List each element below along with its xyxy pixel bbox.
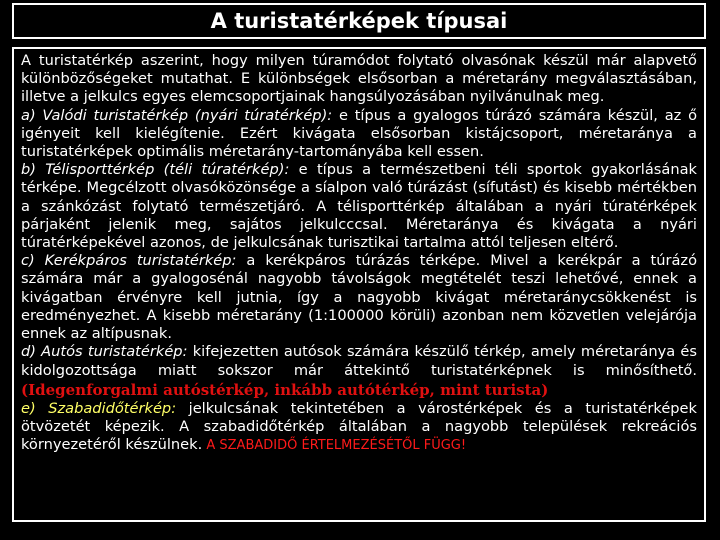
item-d bbox=[21, 343, 697, 400]
item-a bbox=[21, 107, 697, 162]
item-b-label: b) Télisporttérkép (téli túratérkép): bbox=[21, 161, 290, 179]
item-e bbox=[21, 400, 697, 456]
page-title: A turistatérképek típusai bbox=[210, 9, 508, 33]
item-c-text: a kerékpáros túrázás térképe. Mivel a kerékpár a túrázó számára már a gyalogosénál nagyobb távolságok megtételét teszi lehetővé, ennek a kivágatban érvényre kell jutnia, így a nagyobb kivágat méretaránycsökkenést is eredményezhet. A kisebb méretarány (1:100000 körüli) azonban nem közvetlen velejárója ennek az altípusnak. bbox=[21, 252, 698, 343]
item-c bbox=[21, 252, 697, 343]
title-box bbox=[12, 3, 706, 39]
item-e-label: e) Szabadidőtérkép: bbox=[21, 399, 177, 417]
item-d-note: (Idegenforgalmi autóstérkép, inkább autótérkép, mint turista) bbox=[21, 380, 549, 399]
item-d-text: kifejezetten autósok számára készülő térkép, amely méretaránya és kidolgozottsága miatt sokszor már áttekintő turistatérképnek is minősíthető. bbox=[21, 343, 697, 380]
item-d-label: d) Autós turistatérkép: bbox=[21, 343, 188, 361]
item-e-note: A SZABADIDŐ ÉRTELMEZÉSÉTŐL FÜGG! bbox=[202, 438, 467, 454]
item-b-text: e típus a természetbeni téli sportok gyakorlásának térképe. Megcélzott olvasóközönsége a síalpon való túrázást (sífutást) és kisebb mértékben a szánkózást folytató természetjáró. A télisporttérkép általában a nyári túratérképek párjaként jelenik meg, sajátos jelkulcccsal. Méretaránya és kivágata a nyári túratérképekével azonos, de jelkulcsának turisztikai tartalma attól teljesen eltérő. bbox=[21, 161, 697, 252]
item-e-text: jelkulcsának tekintetében a várostérképek és a turistatérképek ötvözetét képezik. A szabadidőtérkép általában a nagyobb települések rekreációs környezetéről készülnek. bbox=[21, 399, 697, 454]
item-c-label: c) Kerékpáros turistatérkép: bbox=[21, 252, 237, 270]
intro-paragraph: A turistatérkép aszerint, hogy milyen túramódot folytató olvasónak készül már alapvető különbözőségeket mutathat. E különbségek elsősorban a méretarány megválasztásában, illetve a jelkulcs egyes elemcsoportjainak hangsúlyozásában nyilvánulnak meg. bbox=[21, 52, 697, 106]
content-box bbox=[12, 47, 706, 522]
item-b bbox=[21, 161, 697, 252]
item-a-text: e típus a gyalogos túrázó számára készül, az ő igényeit kell kielégítenie. Ezért kivágata elsősorban kistájcsoport, méretaránya a turistatérképek optimális méretarány-tartományába kell essen. bbox=[21, 106, 697, 161]
item-a-label: a) Valódi turistatérkép (nyári túratérkép): bbox=[21, 106, 333, 124]
